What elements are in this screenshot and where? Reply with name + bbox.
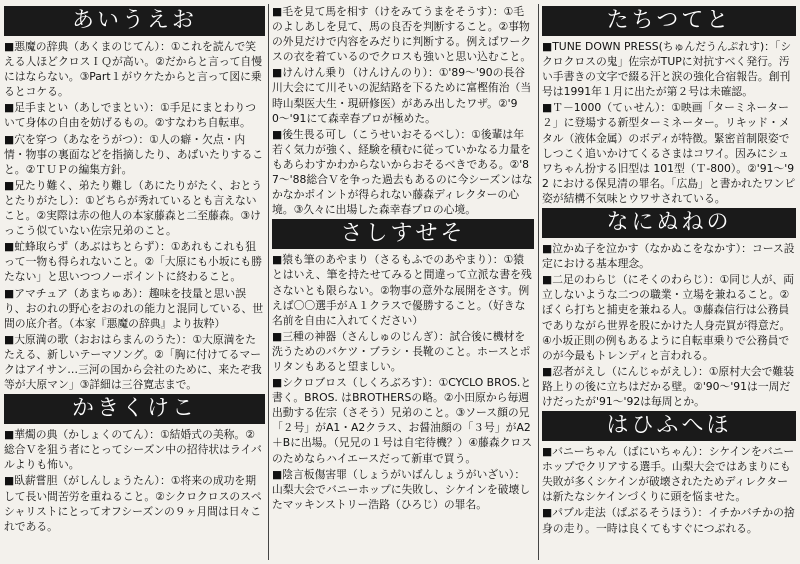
entry-t-1000: ■Ｔ－1000（てぃせん）：①映画「ターミネーター２」に登場する新型ターミネーター。リキッド・メタル（液体金属）のボディが特徴。緊密首制限姿でしつこく追いかけてくるさまはコワイ。因みにシュワちゃん扮する旧型は 101型（Ｔ-800）。②'91〜'92 における保見清の罪名。「広島」と書かれたワンピ姿が結構不気味とウワサされている。 [542, 101, 796, 205]
entry-ninja-gaeshi: ■忍者がえし（にんじゃがえし）：①原村大会で難装路上りの後に立ちはだかる壁。②'90〜'91は一周だけだったが'91〜'92は毎周とか。 [542, 364, 795, 408]
entry-bani-chan: ■バニーちゃん（ばにいちゃん）：シケインをバニーホップでクリアする選手。山梨大会ではあまりにも失敗が多くシケインが破壊されたためディレクターは新たなシケインづくりに頭を悩ませた。 [542, 445, 795, 504]
entry-ashide-matoi: ■足手まとい（あしでまとい）：①手足にまとわりついて身体の自由を妨げるもの。②すなわち自転車。 [4, 101, 257, 130]
entry-tune-down-press: ■TUNE DOWN PRESS(ちゅんだうんぷれす)：「シクロクロスの鬼」佐宗がTUPに対抗すべく発行。汚い手書きの文字で綴る汗と涙の強化合宿報告。創刊号は1991年１月に出たが第２号は未確認。 [542, 40, 792, 99]
column-3 [542, 4, 796, 537]
section-heading-ta: たちつてと [542, 6, 796, 36]
entry-oohara-man-no-uta: ■大原満の歌（おおはらまんのうた）：①大原満をたたえる、新しいテーマソング。②「胸に付けてるマークはアイサン…三河の国から会社のために、来たぞ我等が大原マン」③詳細は三谷寛志まで。 [4, 332, 262, 392]
section-heading-a: あいうえお [4, 6, 265, 36]
entry-ana-wo-ugatsu: ■穴を穿つ（あなをうがつ）：①人の癖・欠点・内情・物事の裏面などを指摘したり、あばいたりすること。②ＴＵＰの編集方針。 [4, 132, 264, 176]
entry-akuma-no-jiten: ■悪魔の辞典（あくまのじてん）：①これを読んで笑える人ほどクロスＩＱが高い。②だからと言って自慢にはならない。③Part１がウケたからと言って図に乗るとコケる。 [4, 40, 263, 99]
entry-nakanuko-wo-nakasu: ■泣かぬ子を泣かす（なかぬこをなかす）：コース設定における基本理念。 [542, 242, 795, 271]
entry-sanshu-no-jingi: ■三種の神器（さんしゅのじんぎ）：試合後に機材を洗うためのバケツ・ブラシ・長靴のこと。ホースとポリタンもあると望ましい。 [272, 329, 531, 373]
column-divider [268, 4, 269, 560]
entry-ani-tari-gataku: ■兄たり難く、弟たり難し（あにたりがたく、おとうとたりがたし）：①どちらが秀れているとも言えないこと。②実際は赤の他人の本家藤森と二至藤森。③けっこう似ていない佐宗兄弟のこと。 [4, 178, 263, 238]
entry-shougaiban-shougaizai: ■陰言板傷害罪（しょうがいばんしょうがいざい）：山梨大会でバニーホップに失敗し、シケインを破壊したマッキンストリー浩路（ひろじ）の罪名。 [272, 467, 531, 511]
section-heading-na: なにぬねの [542, 208, 796, 238]
entry-gashin-shoutan: ■臥薪嘗胆（がしんしょうたん）：①将来の成功を期して長い間苦労を重ねること。②シクロクロスのスペシャリストにとってオフシーズンの９ヶ月間は日々これである。 [4, 474, 262, 533]
entry-kenken-nori: ■けんけん乗り（けんけんのり）：①'89〜'90の長谷川大会にて川そいの泥結路を下るために富樫侑治（当時山梨医大生・現研修医）があみ出したワザ。②'90〜'91にて森幸春プロが極めた。 [272, 66, 532, 125]
entry-kousei-osorubeshi: ■後生畏る可し（こうせいおそるべし）：①後輩は年若く気力が強く、経験を積むに従っていかなる力量をもあらわすかわからないからおそるべきである。②'87〜'88総合Ｖを争った過去もあるのに今シーズンはなかなかポイントが得られない藤森ディレクターの心境。③久々に出場した森幸春プロの心境。 [272, 127, 533, 217]
entry-amachua: ■アマチュア（あまちゅあ）：趣味を技量と思い誤り、おのれの野心をおのれの能力と混同している、世間の底介者。（本家『悪魔の辞典』より抜粋） [4, 286, 264, 330]
entry-paburu-souhou: ■パブル走法（ぱぶるそうほう）：イチかバチかの捨身の走り。一時は良くてもすぐにつぶれる。 [542, 506, 795, 535]
entry-shikuro-burosu: ■シクロブロス（しくろぶろす）：①CYCLO BROS.と書く。BROS. はBROTHERSの略。②小田原から毎週出動する佐宗（さそう）兄弟のこと。③ソース顔の兄「２号」がA1・A2クラス、お醤油顔の「３号」がA2＋Bに出場。（兄兄の１号は自宅待機？）④藤森クロスのためならハイエースだって新車で買う。 [272, 376, 533, 465]
column-2 [272, 4, 534, 513]
column-divider [538, 4, 539, 560]
entry-nisoku-no-waraji: ■二足のわらじ（にそくのわらじ）：①同じ人が、両立しないような二つの職業・立場を兼ねること。②ぼくら打ちと捕吏を兼ねる人。③藤森信行は公務員でありながら世界を股にかけた人身売買が得意だ。④小坂正則の例もあるように自転車乗りで公務員でのが今最もトレンディと言われる。 [542, 273, 795, 362]
entry-abuhachi-torazu: ■虻蜂取らず（あぶはちとらず）：①あれもこれも狙って一物も得られないこと。②「大原にも小坂にも勝たない」と思いつつノーポイントに終わること。 [4, 240, 263, 284]
section-heading-ha: はひふへほ [542, 411, 796, 441]
entry-ke-wo-mite: ■毛を見て馬を相す（けをみてうまをそうす）：①毛のよしあしを見て、馬の良否を判断すること。②事物の外見だけで内容をみだりに判断する。例えばワークスの衣を着ているのでクロスも強いと思い込むこと。 [272, 5, 532, 64]
entry-kashoku-no-ten: ■華燭の典（かしょくのてん）：①結婚式の美称。②総合Ｖを狙う者にとってシーズン中の招待状はライバルよりも怖い。 [4, 428, 262, 472]
column-1 [4, 4, 265, 535]
entry-saru-mo-fude: ■猿も筆のあやまり（さるもふでのあやまり）：①猿とはいえ、筆を持たせてみると間違って立派な書を残さないとも限らない。②物事の意外な展開をさす。例えば〇〇選手がＡ１クラスで優勝すること。（好きな名前を自由に入れてください） [272, 253, 532, 327]
section-heading-ka: かきくけこ [4, 394, 265, 424]
section-heading-sa: さしすせそ [272, 219, 534, 249]
